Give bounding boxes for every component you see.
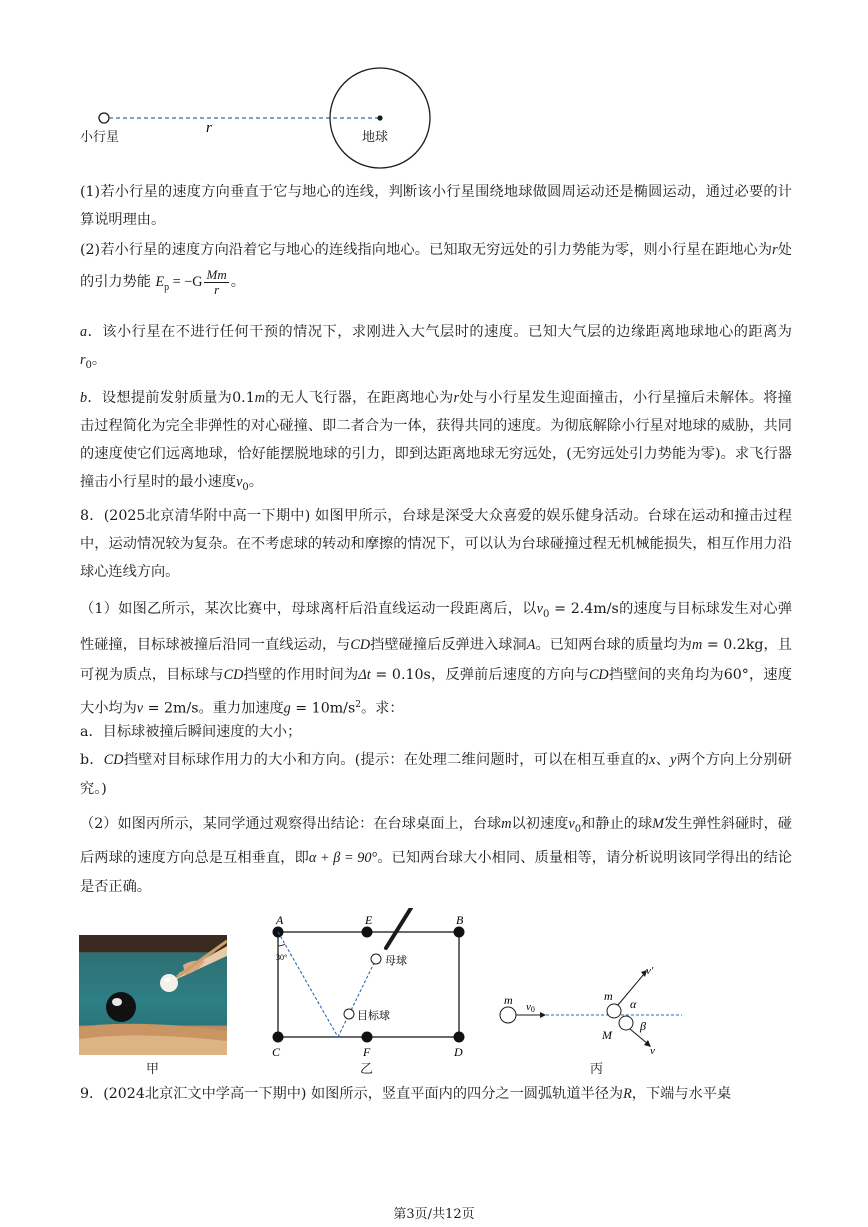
cue-stick bbox=[386, 908, 411, 948]
q7-part-a: a．该小行星在不进行任何干预的情况下，求刚进入大气层时的速度。已知大气层的边缘距离地球地心的距离为$r_0$。 bbox=[80, 324, 792, 371]
pocket-f bbox=[362, 1032, 373, 1043]
target-ball-label: 目标球 bbox=[357, 1010, 390, 1022]
page-number: 第3页/共12页 bbox=[393, 1207, 475, 1222]
label-big-m: M bbox=[602, 1028, 612, 1042]
label-v: v bbox=[650, 1045, 655, 1057]
label-m-left: m bbox=[504, 993, 513, 1007]
label-c: C bbox=[272, 1045, 281, 1059]
billiards-photo bbox=[79, 935, 227, 1055]
label-b: B bbox=[456, 913, 464, 927]
potential-energy-formula: $E_p = -G$ $\frac{Mm}{r}$ bbox=[155, 267, 227, 298]
angle-arc bbox=[278, 944, 285, 946]
pocket-e bbox=[362, 927, 373, 938]
earth-center bbox=[377, 115, 382, 120]
v0-arrowhead bbox=[540, 1012, 546, 1018]
earth-label: 地球 bbox=[362, 130, 389, 145]
label-d: D bbox=[454, 1045, 463, 1059]
q8-part1-b: b．CD挡壁对目标球作用力的大小和方向。(提示：在处理二维问题时，可以在相互垂直的x、y两个方向上分别研究。) bbox=[80, 752, 792, 797]
pocket-d bbox=[454, 1032, 465, 1043]
pocket-c bbox=[273, 1032, 284, 1043]
label-f: F bbox=[363, 1045, 371, 1059]
distance-label: r bbox=[206, 120, 212, 136]
path-a-to-bounce bbox=[278, 932, 338, 1037]
ball-big-m bbox=[619, 1016, 633, 1030]
cue-ball bbox=[371, 954, 381, 964]
billiards-photo-art bbox=[79, 935, 227, 1055]
fig-bing-caption: 丙 bbox=[590, 1062, 604, 1077]
fig-jia-caption: 甲 bbox=[146, 1062, 160, 1077]
label-v-prime: v′ bbox=[646, 965, 654, 977]
q8-part2: （2）如图丙所示，某同学通过观察得出结论：在台球桌面上，台球m以初速度$v_0$和静止的球M发生弹性斜碰时，碰后两球的速度方向总是互相垂直，即α + β = 90°。已知两台球大小相同、质量相等，请分析说明该同学得出的结论是否正确。 bbox=[80, 816, 792, 895]
q8-part1: （1）如图乙所示，某次比赛中，母球离杆后沿直线运动一段距离后，以$v_0 = 2.4m/s$的速度与目标球发生对心弹性碰撞，目标球被撞后沿同一直线运动，与CD挡壁碰撞后反弹进入球洞A。已知两台球的质量均为m = 0.2kg，且可视为质点，目标球与CD挡壁的作用时间为Δt = 0.10s，反弹前后速度的方向与CD挡壁间的夹角均为60°，速度大小均为v = 2m/s。重力加速度$g = 10m/s^2$。求： bbox=[80, 601, 793, 717]
fig-yi-caption: 乙 bbox=[360, 1062, 374, 1077]
label-v0: v0 bbox=[526, 1001, 535, 1014]
q7-part-b: b．设想提前发射质量为0.1m的无人飞行器，在距离地心为r处与小行星发生迎面撞击，小行星撞后未解体。将撞击过程简化为完全非弹性的对心碰撞、即二者合为一体，获得共同的速度。为彻底解除小行星对地球的威胁，共同的速度使它们远离地球，恰好能摆脱地球的引力，即到达距离地球无穷远处，(无穷远处引力势能为零)。求飞行器撞击小行星时的最小速度$v_0$。 bbox=[80, 390, 792, 493]
ball-m-after bbox=[607, 1004, 621, 1018]
angle-label: 30° bbox=[276, 953, 288, 962]
path-bounce-to-cue bbox=[338, 959, 376, 1037]
label-beta: β bbox=[640, 1019, 646, 1033]
label-e: E bbox=[365, 913, 373, 927]
asteroid-earth-figure bbox=[80, 66, 440, 176]
q8-part1-a: a．目标球被撞后瞬间速度的大小； bbox=[80, 724, 302, 740]
target-ball bbox=[344, 1009, 354, 1019]
cue-ball-label: 母球 bbox=[385, 955, 407, 967]
ball-m-incoming bbox=[500, 1007, 516, 1023]
label-alpha: α bbox=[630, 997, 637, 1011]
collision-diagram bbox=[494, 960, 694, 1060]
q9-intro: 9．(2024北京汇文中学高一下期中) 如图所示，竖直平面内的四分之一圆弧轨道半径为R，下端与水平桌 bbox=[80, 1086, 732, 1102]
label-a: A bbox=[276, 913, 284, 927]
q8-intro: 8．(2025北京清华附中高一下期中) 如图甲所示，台球是深受大众喜爱的娱乐健身活动。台球在运动和撞击过程中，运动情况较为复杂。在不考虑球的转动和摩擦的情况下，可以认为台球碰撞过程无机械能损失，相互作用力沿球心连线方向。 bbox=[80, 508, 792, 580]
table-diagram bbox=[262, 908, 474, 1078]
asteroid-marker bbox=[99, 113, 109, 123]
pocket-b bbox=[454, 927, 465, 938]
q7-part1: (1)若小行星的速度方向垂直于它与地心的连线，判断该小行星围绕地球做圆周运动还是椭圆运动，通过必要的计算说明理由。 bbox=[80, 184, 792, 228]
asteroid-label: 小行星 bbox=[80, 130, 120, 145]
q7-part2: (2)若小行星的速度方向沿着它与地心的连线指向地心。已知取无穷远处的引力势能为零，则小行星在距地心为r处的引力势能 $E_p = -G$ $\frac{Mm}{r}$ 。 bbox=[80, 242, 792, 298]
label-m-top: m bbox=[604, 989, 613, 1003]
